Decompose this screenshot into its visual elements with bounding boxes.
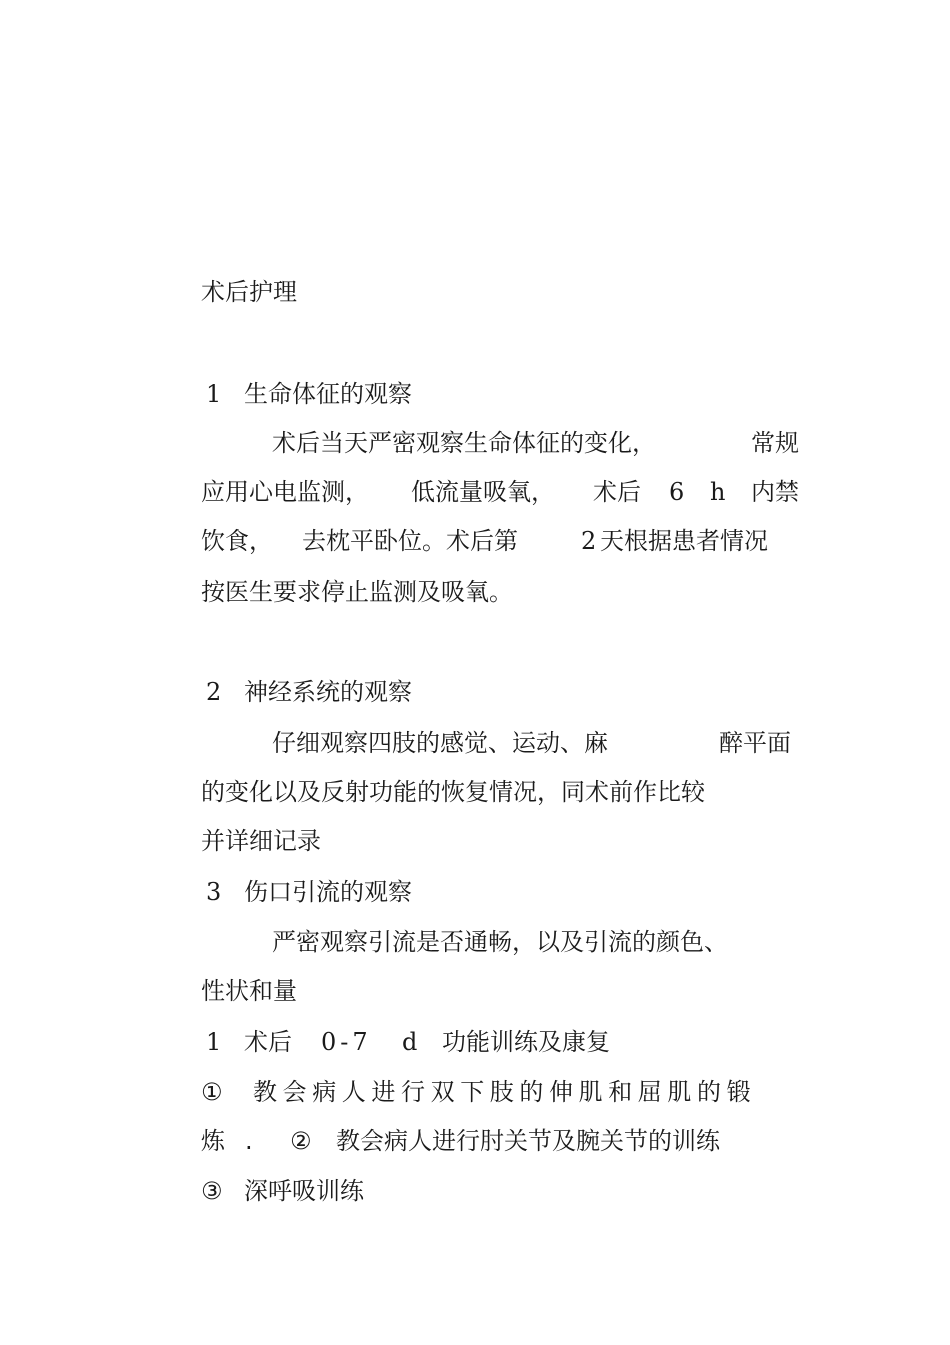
section-4-range: 0-7 xyxy=(321,1028,372,1056)
section-3-text: 严密观察引流是否通畅，以及引流的颜色、 xyxy=(272,928,728,956)
section-1-text: 饮食， xyxy=(201,527,273,555)
section-2-number: 2 xyxy=(206,678,222,706)
section-2-heading: 神经系统的观察 xyxy=(244,678,412,706)
section-1-text: 去枕平卧位。术后第 xyxy=(302,527,518,555)
section-1-text: 术后 xyxy=(593,478,641,506)
list-marker: ③ xyxy=(201,1177,223,1205)
section-1-text: 天根据患者情况 xyxy=(600,527,768,555)
section-1-text: 2 xyxy=(581,527,597,555)
list-item: 教会病人进行肘关节及腕关节的训练 xyxy=(336,1127,720,1155)
section-4-heading-part: 术后 xyxy=(244,1028,292,1056)
section-2-text: 并详细记录 xyxy=(201,827,321,855)
section-1-text: 6 xyxy=(669,478,685,506)
section-2-text: 的变化以及反射功能的恢复情况，同术前作比较 xyxy=(201,778,705,806)
section-2-text: 醉平面 xyxy=(719,729,791,757)
list-item: 炼 xyxy=(201,1127,225,1155)
section-1-text: 低流量吸氧， xyxy=(411,478,555,506)
section-4-heading-part: 功能训练及康复 xyxy=(442,1028,610,1056)
section-2-text: 仔细观察四肢的感觉、运动、麻 xyxy=(272,729,608,757)
page-title: 术后护理 xyxy=(201,278,297,306)
list-marker: ① xyxy=(201,1078,223,1106)
list-marker: ② xyxy=(290,1127,312,1155)
section-1-text: 按医生要求停止监测及吸氧。 xyxy=(201,578,513,606)
section-3-heading: 伤口引流的观察 xyxy=(244,878,412,906)
list-item: . xyxy=(245,1127,253,1155)
section-4-number: 1 xyxy=(206,1028,222,1056)
section-1-text: 术后当天严密观察生命体征的变化， xyxy=(272,429,656,457)
section-1-text: 内禁 xyxy=(751,478,799,506)
section-1-heading: 生命体征的观察 xyxy=(244,380,412,408)
list-item: 教会病人进行双下肢的伸肌和屈肌的锻 xyxy=(253,1078,757,1106)
section-3-number: 3 xyxy=(206,878,222,906)
section-1-text: 常规 xyxy=(751,429,799,457)
section-4-unit: d xyxy=(402,1028,418,1056)
section-3-text: 性状和量 xyxy=(201,977,297,1005)
list-item: 深呼吸训练 xyxy=(244,1177,364,1205)
section-1-text: h xyxy=(710,478,726,506)
section-1-number: 1 xyxy=(206,380,222,408)
section-1-text: 应用心电监测， xyxy=(201,478,369,506)
